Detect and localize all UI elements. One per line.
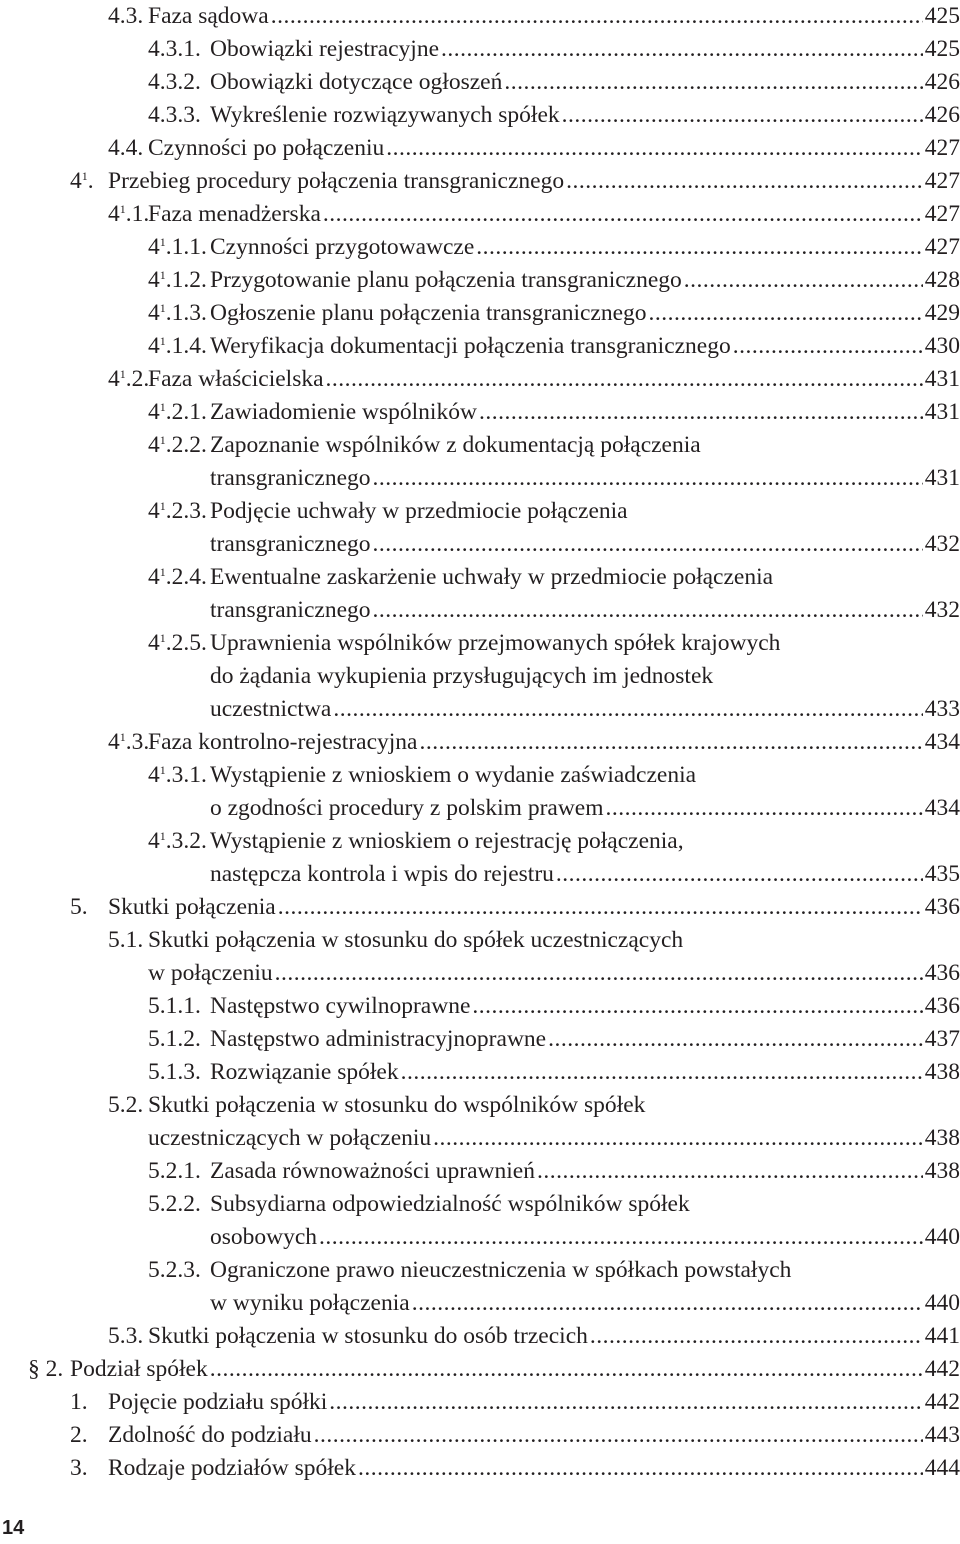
toc-leader-dots xyxy=(476,231,922,264)
toc-entry-title: Weryfikacja dokumentacji połączenia transgranicznego xyxy=(210,333,731,359)
toc-entry-number: 5.1. xyxy=(108,927,144,953)
toc-entry[interactable] xyxy=(108,363,960,396)
toc-entry-title: Następstwo administracyjnoprawne xyxy=(210,1026,547,1052)
toc-entry[interactable] xyxy=(148,1056,960,1089)
toc-number-superscript: 1 xyxy=(159,433,166,447)
toc-entry-number: 4.3.1. xyxy=(148,36,201,62)
toc-entry-title: Zawiadomienie wspólników xyxy=(210,399,477,425)
toc-leader-dots xyxy=(590,1320,923,1353)
toc-leader-dots xyxy=(548,1023,923,1056)
toc-leader-dots xyxy=(479,396,923,429)
toc-entry[interactable] xyxy=(148,1023,960,1056)
toc-entry-line xyxy=(148,1254,960,1287)
toc-entry-title: w połączeniu xyxy=(148,960,273,986)
toc-number-base: 4 xyxy=(148,333,160,359)
toc-number-base: 4 xyxy=(148,432,160,458)
toc-number-superscript: 1 xyxy=(159,301,166,315)
toc-entry-number: 2. xyxy=(70,1422,88,1448)
toc-entry-number: 4.3.2. xyxy=(148,69,201,95)
toc-entry-number: 5.3. xyxy=(108,1323,144,1349)
toc-entry-title: Skutki połączenia w stosunku do wspólników spółek xyxy=(148,1092,646,1118)
toc-leader-dots xyxy=(504,66,922,99)
toc-entry-page: 427 xyxy=(924,234,960,260)
toc-entry-line xyxy=(108,1089,960,1122)
toc-entry[interactable] xyxy=(70,1419,960,1452)
toc-entry-number xyxy=(108,363,148,396)
toc-number-superscript: 1 xyxy=(119,730,126,744)
toc-leader-dots xyxy=(433,1122,923,1155)
toc-leader-dots xyxy=(373,528,923,561)
toc-entry-number xyxy=(148,561,210,594)
toc-entry-number xyxy=(70,165,108,198)
toc-entry-title: do żądania wykupienia przysługujących im jednostek xyxy=(210,663,714,689)
toc-entry-title: o zgodności procedury z polskim prawem xyxy=(210,795,604,821)
toc-entry-title: Uprawnienia wspólników przejmowanych spółek krajowych xyxy=(210,630,781,656)
toc-entry[interactable] xyxy=(108,1320,960,1353)
toc-entry-title: Skutki połączenia w stosunku do spółek uczestniczących xyxy=(148,927,684,953)
toc-leader-dots xyxy=(562,99,923,132)
toc-number-superscript: 1 xyxy=(159,268,166,282)
toc-number-base: 4 xyxy=(148,267,160,293)
toc-entry-line xyxy=(148,759,960,792)
toc-entry-title: Faza właścicielska xyxy=(148,366,324,392)
toc-entry-number: 3. xyxy=(70,1455,88,1481)
toc-entry-title: transgranicznego xyxy=(210,465,371,491)
toc-entry-page: 429 xyxy=(924,300,960,326)
toc-entry-number xyxy=(108,726,148,759)
toc-entry-page: 444 xyxy=(924,1455,960,1481)
toc-number-rest: .1.2. xyxy=(165,267,207,293)
toc-entry-page: 426 xyxy=(924,69,960,95)
toc-entry-title: Skutki połączenia w stosunku do osób trzecich xyxy=(148,1323,588,1349)
toc-entry-line xyxy=(210,660,960,693)
toc-number-rest: .2.1. xyxy=(165,399,207,425)
toc-number-rest: .2.2. xyxy=(165,432,207,458)
toc-entry-title: Podział spółek xyxy=(70,1356,208,1382)
toc-entry-line xyxy=(148,627,960,660)
toc-leader-dots xyxy=(373,462,923,495)
toc-entry-title: Czynności po połączeniu xyxy=(148,135,385,161)
toc-entry[interactable] xyxy=(148,297,960,330)
toc-entry[interactable] xyxy=(148,990,960,1023)
toc-number-rest: .1. xyxy=(125,201,150,227)
toc-number-rest: .1.3. xyxy=(165,300,207,326)
toc-entry-page: 433 xyxy=(924,696,960,722)
toc-entry-number xyxy=(148,825,210,858)
toc-entry[interactable] xyxy=(148,231,960,264)
toc-leader-dots xyxy=(210,1353,923,1386)
toc-number-rest: .1.4. xyxy=(165,333,207,359)
toc-number-superscript: 1 xyxy=(159,235,166,249)
toc-entry-page: 430 xyxy=(924,333,960,359)
toc-entry-page: 434 xyxy=(924,795,960,821)
toc-entry-line xyxy=(148,429,960,462)
toc-entry-title: Faza kontrolno-rejestracyjna xyxy=(148,729,418,755)
toc-entry-page: 431 xyxy=(924,399,960,425)
toc-entry-title: Następstwo cywilnoprawne xyxy=(210,993,471,1019)
toc-leader-dots xyxy=(472,990,922,1023)
toc-entry-number xyxy=(148,264,210,297)
toc-number-superscript: 1 xyxy=(119,367,126,381)
toc-leader-dots xyxy=(556,858,923,891)
toc-entry-title: transgranicznego xyxy=(210,531,371,557)
toc-entry[interactable] xyxy=(210,462,960,495)
toc-entry-title: Faza sądowa xyxy=(148,3,269,29)
toc-entry[interactable] xyxy=(210,528,960,561)
toc-entry[interactable] xyxy=(210,693,960,726)
toc-leader-dots xyxy=(326,363,923,396)
toc-entry[interactable] xyxy=(148,1155,960,1188)
toc-entry-number: 4.4. xyxy=(108,135,144,161)
toc-entry-page: 436 xyxy=(924,894,960,920)
toc-entry-number xyxy=(108,198,148,231)
toc-entry-number: 4.3.3. xyxy=(148,102,201,128)
toc-leader-dots xyxy=(566,165,923,198)
toc-entry-title: osobowych xyxy=(210,1224,318,1250)
toc-entry-page: 438 xyxy=(924,1158,960,1184)
toc-leader-dots xyxy=(358,1452,923,1485)
toc-number-rest: .2.5. xyxy=(165,630,207,656)
toc-number-rest: . xyxy=(87,168,94,194)
toc-entry-page: 442 xyxy=(924,1389,960,1415)
toc-number-superscript: 1 xyxy=(159,829,166,843)
toc-leader-dots xyxy=(271,0,923,33)
toc-entry-number: 5.2.3. xyxy=(148,1257,201,1283)
toc-entry[interactable] xyxy=(28,1353,960,1386)
toc-number-base: 4 xyxy=(148,498,160,524)
toc-leader-dots xyxy=(606,792,923,825)
toc-entry-title: Ograniczone prawo nieuczestniczenia w spółkach powstałych xyxy=(210,1257,792,1283)
toc-number-base: 4 xyxy=(108,366,120,392)
toc-entry-page: 428 xyxy=(924,267,960,293)
toc-entry-title: Wykreślenie rozwiązywanych spółek xyxy=(210,102,560,128)
toc-entry[interactable] xyxy=(148,330,960,363)
toc-entry-title: Ewentualne zaskarżenie uchwały w przedmiocie połączenia xyxy=(210,564,774,590)
toc-entry-page: 425 xyxy=(924,3,960,29)
toc-entry-number xyxy=(148,495,210,528)
toc-entry-page: 431 xyxy=(924,465,960,491)
toc-entry-page: 434 xyxy=(924,729,960,755)
toc-entry[interactable] xyxy=(210,858,960,891)
toc-entry-line xyxy=(148,495,960,528)
toc-entry-title: Rodzaje podziałów spółek xyxy=(108,1455,356,1481)
toc-entry-line xyxy=(108,924,960,957)
toc-entry-page: 443 xyxy=(924,1422,960,1448)
toc-entry-page: 437 xyxy=(924,1026,960,1052)
toc-entry-line xyxy=(148,825,960,858)
toc-entry-number xyxy=(148,330,210,363)
toc-entry[interactable] xyxy=(210,1287,960,1320)
toc-entry-title: Wystąpienie z wnioskiem o rejestrację połączenia, xyxy=(210,828,684,854)
toc-entry-title: w wyniku połączenia xyxy=(210,1290,410,1316)
toc-entry-title: Zdolność do podziału xyxy=(108,1422,312,1448)
toc-entry[interactable] xyxy=(210,1221,960,1254)
toc-number-superscript: 1 xyxy=(159,565,166,579)
toc-entry[interactable] xyxy=(108,198,960,231)
toc-entry[interactable] xyxy=(210,792,960,825)
toc-entry-number: 5.2. xyxy=(108,1092,144,1118)
toc-number-base: 4 xyxy=(70,168,82,194)
toc-entry-number xyxy=(148,396,210,429)
toc-entry-page: 441 xyxy=(924,1323,960,1349)
toc-entry-title: Zasada równoważności uprawnień xyxy=(210,1158,535,1184)
toc-entry-number xyxy=(148,429,210,462)
toc-number-base: 4 xyxy=(148,762,160,788)
toc-entry-title: Ogłoszenie planu połączenia transgranicznego xyxy=(210,300,647,326)
toc-entry-page: 432 xyxy=(924,597,960,623)
toc-entry-page: 436 xyxy=(924,993,960,1019)
toc-entry-number xyxy=(148,231,210,264)
toc-entry-title: Pojęcie podziału spółki xyxy=(108,1389,328,1415)
toc-entry-page: 426 xyxy=(924,102,960,128)
toc-entry-page: 427 xyxy=(924,201,960,227)
toc-entry-number: 5.1.2. xyxy=(148,1026,201,1052)
toc-entry[interactable] xyxy=(148,264,960,297)
toc-entry-title: Zapoznanie wspólników z dokumentacją połączenia xyxy=(210,432,701,458)
toc-entry-title: uczestnictwa xyxy=(210,696,332,722)
toc-leader-dots xyxy=(419,726,922,759)
toc-entry-page: 440 xyxy=(924,1224,960,1250)
toc-number-superscript: 1 xyxy=(119,202,126,216)
toc-entry-page: 432 xyxy=(924,531,960,557)
toc-leader-dots xyxy=(401,1056,923,1089)
toc-leader-dots xyxy=(649,297,923,330)
toc-entry-page: 435 xyxy=(924,861,960,887)
toc-number-rest: .1.1. xyxy=(165,234,207,260)
toc-entry-line xyxy=(148,1188,960,1221)
toc-entry-title: Obowiązki rejestracyjne xyxy=(210,36,440,62)
toc-entry[interactable] xyxy=(70,1452,960,1485)
toc-entry[interactable] xyxy=(70,891,960,924)
toc-leader-dots xyxy=(441,33,923,66)
toc-entry[interactable] xyxy=(148,1122,960,1155)
toc-entry[interactable] xyxy=(148,957,960,990)
toc-entry-number: § 2. xyxy=(28,1356,64,1382)
toc-leader-dots xyxy=(275,957,923,990)
toc-leader-dots xyxy=(386,132,923,165)
toc-entry[interactable] xyxy=(148,99,960,132)
toc-entry[interactable] xyxy=(148,33,960,66)
toc-number-rest: .3.2. xyxy=(165,828,207,854)
toc-number-base: 4 xyxy=(148,630,160,656)
toc-number-rest: .3.1. xyxy=(165,762,207,788)
toc-entry-number xyxy=(148,297,210,330)
toc-entry-title: Wystąpienie z wnioskiem o wydanie zaświadczenia xyxy=(210,762,697,788)
toc-entry-title: Faza menadżerska xyxy=(148,201,321,227)
toc-leader-dots xyxy=(329,1386,922,1419)
toc-leader-dots xyxy=(323,198,923,231)
toc-number-base: 4 xyxy=(148,399,160,425)
toc-leader-dots xyxy=(373,594,923,627)
toc-leader-dots xyxy=(314,1419,923,1452)
toc-entry-page: 427 xyxy=(924,168,960,194)
toc-leader-dots xyxy=(412,1287,923,1320)
toc-entry-title: następcza kontrola i wpis do rejestru xyxy=(210,861,554,887)
toc-entry-title: Obowiązki dotyczące ogłoszeń xyxy=(210,69,503,95)
toc-entry[interactable] xyxy=(70,165,960,198)
toc-leader-dots xyxy=(319,1221,923,1254)
toc-entry[interactable] xyxy=(148,66,960,99)
toc-leader-dots xyxy=(684,264,923,297)
toc-number-superscript: 1 xyxy=(159,631,166,645)
toc-entry-page: 436 xyxy=(924,960,960,986)
toc-entry-number: 5.1.1. xyxy=(148,993,201,1019)
toc-entry-title: Czynności przygotowawcze xyxy=(210,234,475,260)
toc-entry-page: 440 xyxy=(924,1290,960,1316)
toc-number-rest: .2.4. xyxy=(165,564,207,590)
toc-number-base: 4 xyxy=(148,564,160,590)
toc-entry-number xyxy=(148,627,210,660)
toc-entry[interactable] xyxy=(108,0,960,33)
toc-number-superscript: 1 xyxy=(159,499,166,513)
toc-entry-number xyxy=(148,759,210,792)
toc-entry-number: 5.2.2. xyxy=(148,1191,201,1217)
toc-number-rest: .2. xyxy=(125,366,150,392)
toc-entry-number: 4.3. xyxy=(108,3,144,29)
toc-entry-page: 438 xyxy=(924,1059,960,1085)
toc-number-rest: .3. xyxy=(125,729,150,755)
toc-entry[interactable] xyxy=(148,396,960,429)
toc-entry-title: Podjęcie uchwały w przedmiocie połączenia xyxy=(210,498,628,524)
toc-number-superscript: 1 xyxy=(159,400,166,414)
toc-entry-line xyxy=(148,561,960,594)
toc-entry-title: Skutki połączenia xyxy=(108,894,276,920)
toc-entry-page: 438 xyxy=(924,1125,960,1151)
toc-entry[interactable] xyxy=(210,594,960,627)
toc-entry-page: 425 xyxy=(924,36,960,62)
toc-entry[interactable] xyxy=(108,132,960,165)
toc-leader-dots xyxy=(733,330,923,363)
toc-leader-dots xyxy=(537,1155,923,1188)
toc-entry[interactable] xyxy=(108,726,960,759)
toc-number-base: 4 xyxy=(108,729,120,755)
toc-entry-title: uczestniczących w połączeniu xyxy=(148,1125,432,1151)
toc-entry-title: Rozwiązanie spółek xyxy=(210,1059,399,1085)
toc-entry-number: 5.1.3. xyxy=(148,1059,201,1085)
toc-entry-number: 5.2.1. xyxy=(148,1158,201,1184)
toc-entry-title: transgranicznego xyxy=(210,597,371,623)
toc-number-rest: .2.3. xyxy=(165,498,207,524)
toc-number-base: 4 xyxy=(148,300,160,326)
toc-number-superscript: 1 xyxy=(159,334,166,348)
page-number: 14 xyxy=(2,1517,25,1539)
toc-entry-number: 5. xyxy=(70,894,88,920)
toc-number-base: 4 xyxy=(148,828,160,854)
toc-number-superscript: 1 xyxy=(159,763,166,777)
toc-entry-page: 442 xyxy=(924,1356,960,1382)
toc-entry-title: Przebieg procedury połączenia transgranicznego xyxy=(108,168,565,194)
toc-number-base: 4 xyxy=(148,234,160,260)
toc-entry-page: 427 xyxy=(924,135,960,161)
toc-entry-title: Przygotowanie planu połączenia transgranicznego xyxy=(210,267,682,293)
toc-leader-dots xyxy=(333,693,922,726)
toc-leader-dots xyxy=(278,891,923,924)
toc-entry-number: 1. xyxy=(70,1389,88,1415)
toc-entry-page: 431 xyxy=(924,366,960,392)
toc-number-base: 4 xyxy=(108,201,120,227)
toc-number-superscript: 1 xyxy=(81,169,88,183)
toc-entry-title: Subsydiarna odpowiedzialność wspólników spółek xyxy=(210,1191,690,1217)
toc-entry[interactable] xyxy=(70,1386,960,1419)
